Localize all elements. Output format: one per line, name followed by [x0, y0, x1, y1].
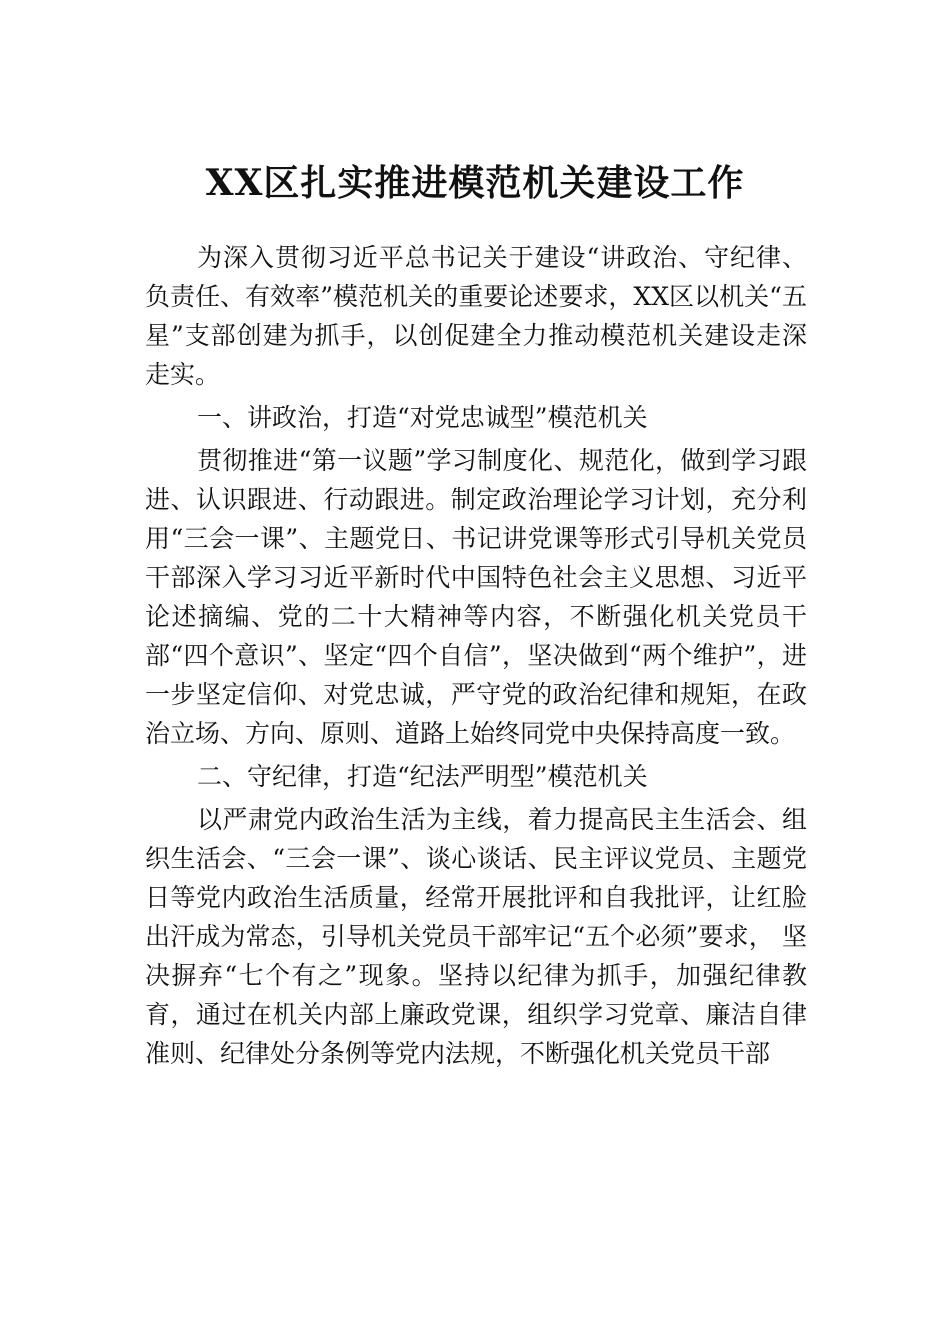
document-title: XX区扎实推进模范机关建设工作 — [205, 162, 745, 204]
document-body — [145, 238, 807, 1073]
section-1-heading: 一、讲政治，打造“对党忠诚型”模范机关 — [197, 403, 648, 432]
intro-paragraph: 为深入贯彻习近平总书记关于建设“讲政治、守纪律、负责任、有效率”模范机关的重要论述要求，XX区以机关“五星”支部创建为抓手，以创促建全力推动模范机关建设走深走实。 — [145, 243, 807, 389]
section-2-heading: 二、守纪律，打造“纪法严明型”模范机关 — [197, 762, 648, 791]
section-1-paragraph: 贯彻推进“第一议题”学习制度化、规范化，做到学习跟进、认识跟进、行动跟进。制定政治理论学习计划，充分利用“三会一课”、主题党日、书记讲党课等形式引导机关党员干部深入学习习近平新时代中国特色社会主义思想、习近平论述摘编、党的二十大精神等内容，不断强化机关党员干部“四个意识”、坚定“四个自信”，坚决做到“两个维护”，进一步坚定信仰、对党忠诚，严守党的政治纪律和规矩，在政治立场、方向、原则、道路上始终同党中央保持高度一致。 — [145, 446, 807, 748]
section-2-paragraph: 以严肃党内政治生活为主线，着力提高民主生活会、组织生活会、“三会一课”、谈心谈话、民主评议党员、主题党日等党内政治生活质量，经常开展批评和自我批评，让红脸出汗成为常态，引导机关党员干部牢记“五个必须”要求， 坚决摒弃“七个有之”现象。坚持以纪律为抓手，加强纪律教育，通过在机关内部上廉政党课，组织学习党章、廉洁自律准则、纪律处分条例等党内法规，不断强化机关党员干部 — [145, 805, 807, 1068]
